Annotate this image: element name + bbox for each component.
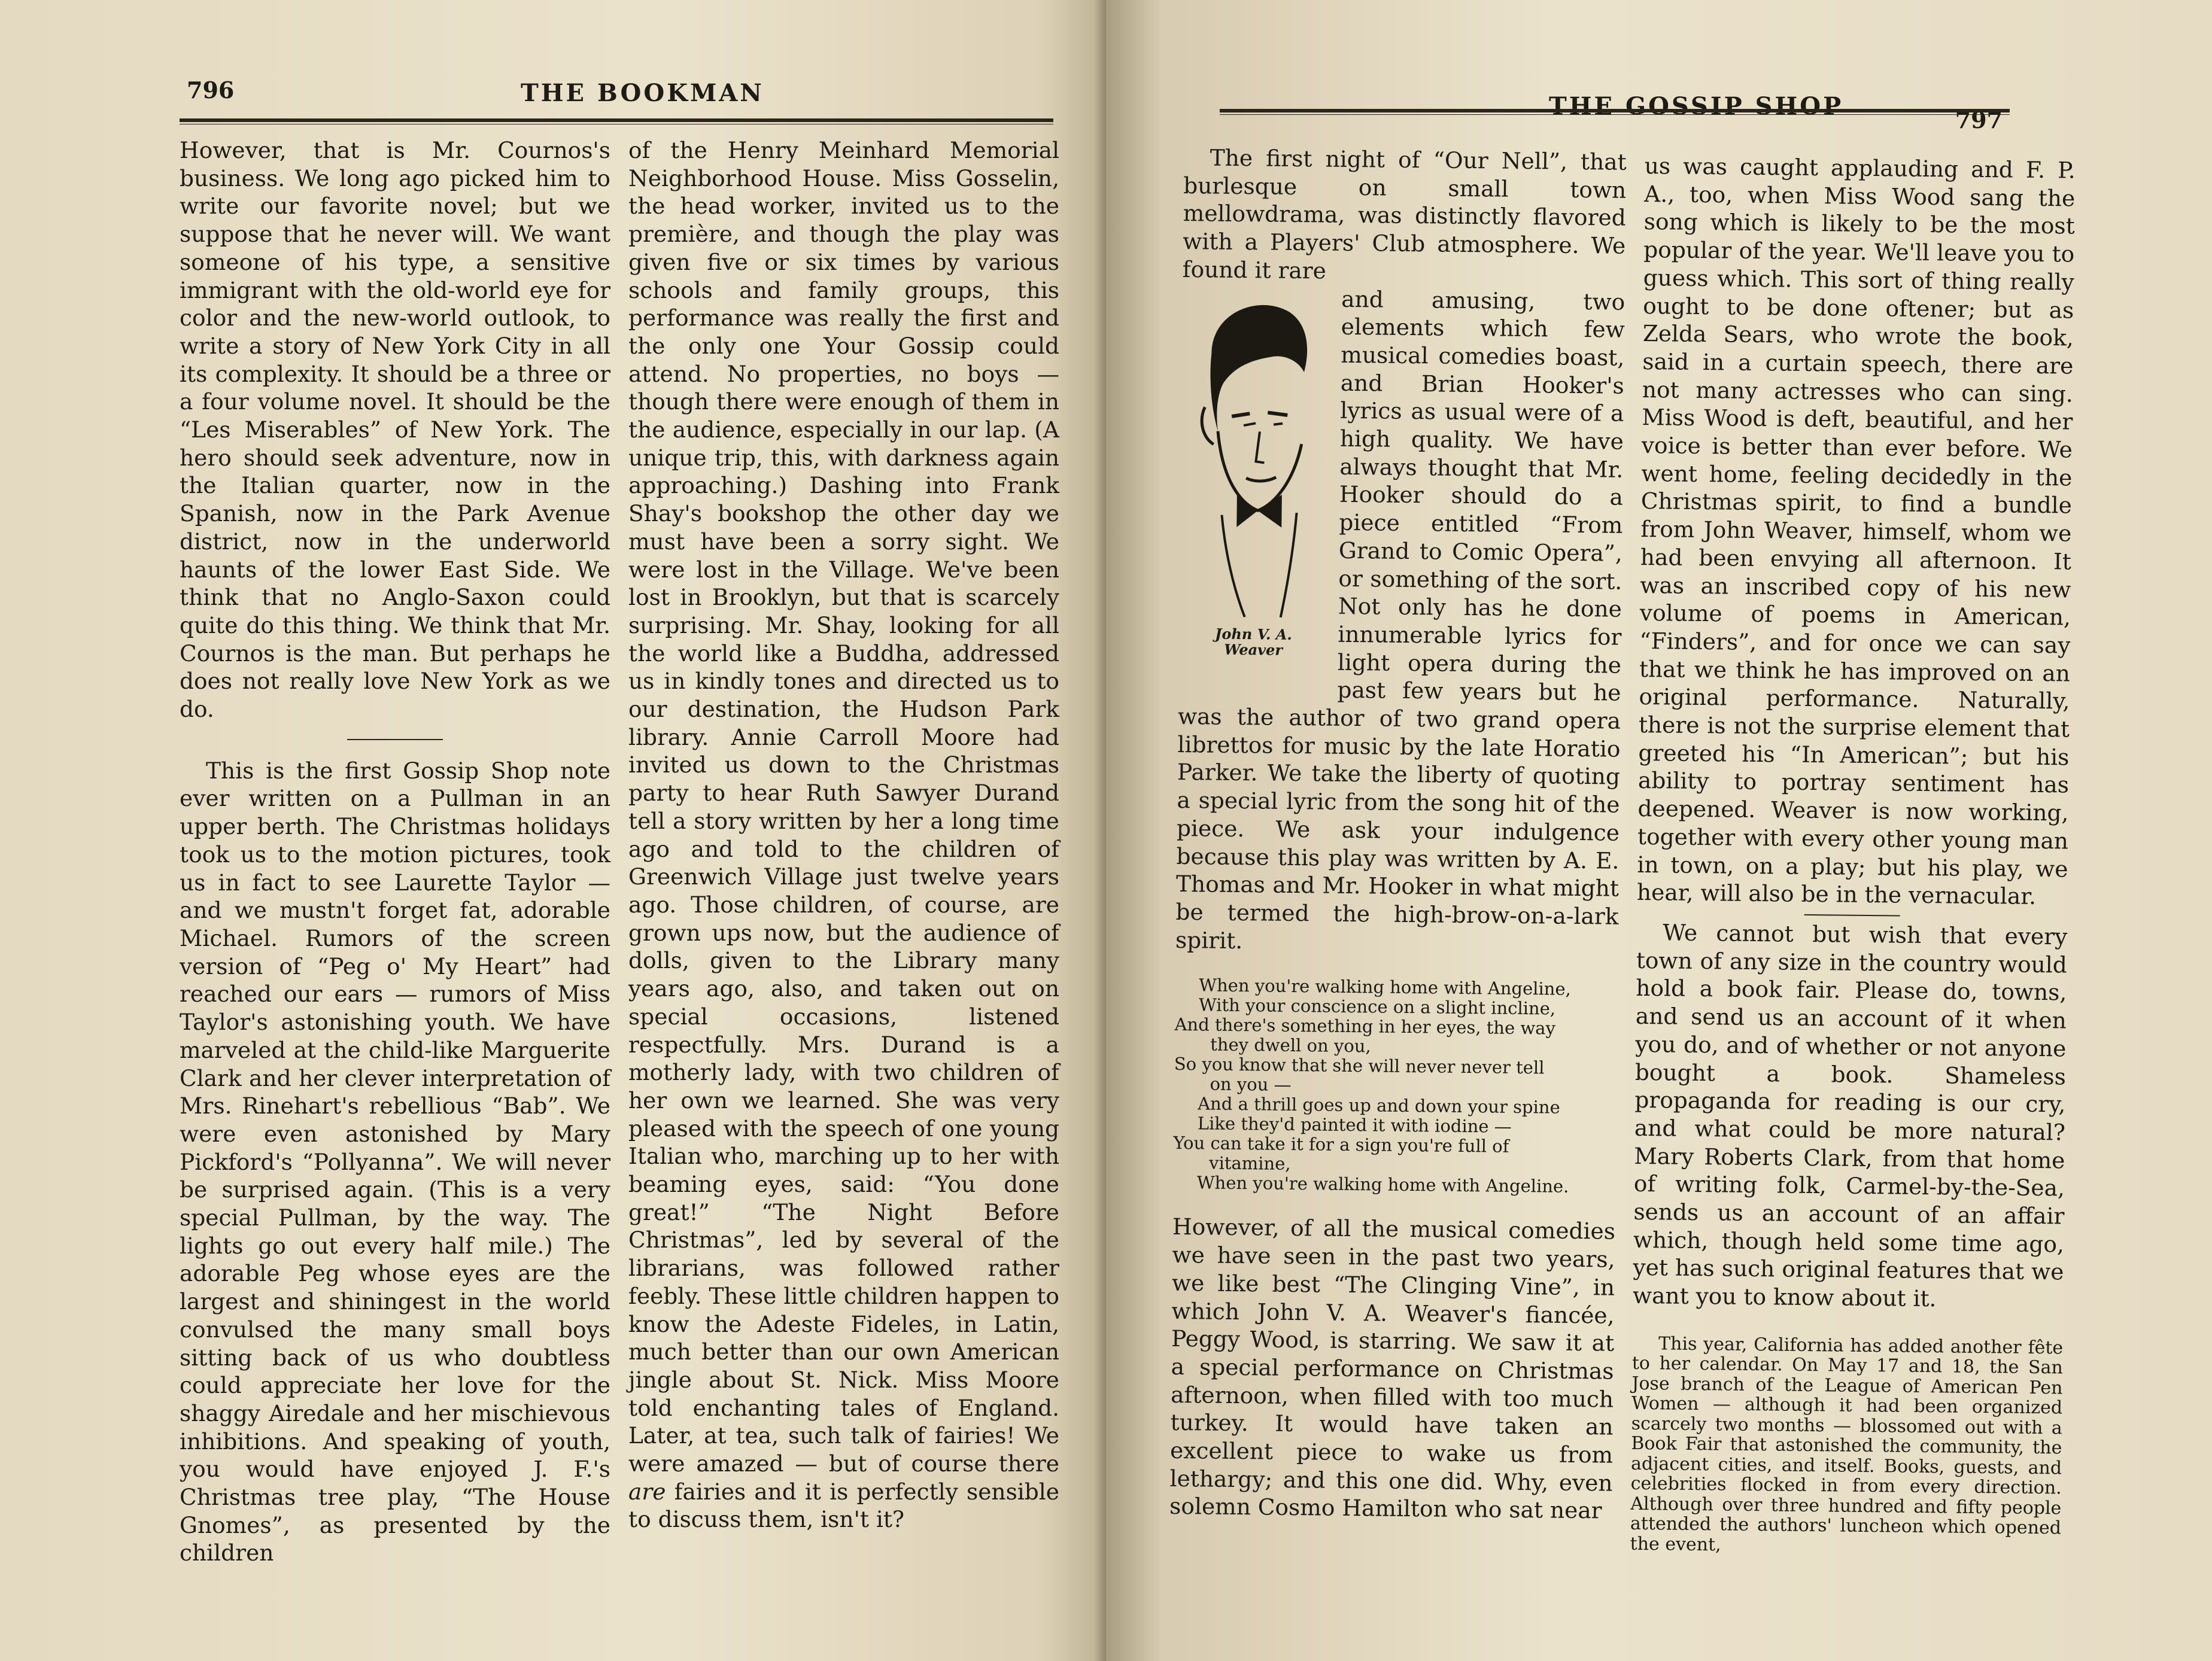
- lyric-line: on you —: [1210, 1073, 1292, 1096]
- lyric-line: vitamine,: [1208, 1152, 1291, 1175]
- running-head: THE GOSSIP SHOP: [1549, 92, 1844, 120]
- caption-line: John V. A.: [1214, 625, 1292, 643]
- paragraph: However, of all the musical comedies we have seen in the past two years, we like best “The Clinging Vine”, in which John V. A. Weaver's fiancée, Peggy Wood, is starring. We saw it at a special performance on Christmas afternoon, when filled with too much turkey. It would have taken an excellent piece to wake us from lethargy; and this one did. Why, even solemn Cosmo Hamilton who sat near: [1169, 1213, 1616, 1524]
- paragraph-text: fairies and it is perfectly sensible to discuss them, isn't it?: [628, 1478, 1059, 1533]
- header-rule: [1220, 109, 2010, 115]
- running-head: THE BOOKMAN: [521, 79, 764, 107]
- right-column-1: [1169, 144, 1627, 1525]
- quoted-paragraph: This year, California has added another fête to her calendar. On May 17 and 18, the San Jose branch of the League of American Pen Women — although it had been organized scarcely two months — blossomed out with a Book Fair that astonished the community, the adjacent cities, and itself. Books, guests, and celebrities flocked in from every direction. Although over three hundred and fifty people attended the authors' luncheon which opened the event,: [1630, 1333, 2064, 1556]
- lyric-line: When you're walking home with Angeline,: [1199, 975, 1572, 1000]
- paragraph-text: of the Henry Meinhard Memorial Neighborhood House. Miss Gosselin, the head worker, invited us to the première, and though the play was given five or six times by various schools and family groups, this performance was really the first and the only one Your Gossip could attend. No properties, no boys — though there were enough of them in the audience, especially in our lap. (A unique trip, this, with darkness again approaching.) Dashing into Frank Shay's bookshop the other day we must have been a sorry sight. We were lost in the Village. We've been lost in Brooklyn, but that is scarcely surprising. Mr. Shay, looking for all the world like a Buddha, addressed us in kindly tones and directed us to our destination, the Hudson Park library. Annie Carroll Moore had invited us down to the Christmas party to hear Ruth Sawyer Durand tell a story written by her a long time ago and told to the children of Greenwich Village just twelve years ago. Those children, of course, are grown ups now, but the audience of dolls, given to the Library many years ago, also, and taken out on special occasions, listened respectfully. Mrs. Durand is a motherly lady, with two children of her own we learned. She was very pleased with the speech of one young Italian who, marching up to her with beaming eyes, said: “You done great!” “The Night Before Christmas”, led by several of the librarians, was followed rather feebly. These little children happen to know the Adeste Fideles, in Latin, much better than our own American jingle about St. Nick. Miss Moore told enchanting tales of England. Later, at tea, such talk of fairies! We were amazed — but of course there: [628, 137, 1059, 1477]
- right-page-header: [1220, 71, 2010, 133]
- paragraph: us was caught applauding and F. P. A., too, when Miss Wood sang the song which is likely to be the most popular of the year. We'll leave you to guess which. This sort of thing really ought to be done oftener; but as Zelda Sears, who wrote the book, said in a curtain speech, there are not many actresses who can sing. Miss Wood is deft, beautiful, and her voice is better than ever before. We went home, feeling decidedly in the Christmas spirit, to find a bundle from John Weaver, himself, whom we had been envying all afternoon. It was an inscribed copy of his new volume of poems in American, “Finders”, and for once we can say that we think he has improved on an original performance. Naturally, there is not the surprise element that greeted his “In American”; but his ability to portray sentiment has deepened. Weaver is now working, together with every other young man in town, on a play; but his play, we hear, will also be in the vernacular.: [1636, 152, 2076, 910]
- lyric-line: they dwell on you,: [1210, 1034, 1371, 1057]
- lyric-line: And there's something in her eyes, the way: [1174, 1014, 1556, 1039]
- paragraph: We cannot but wish that every town of any size in the country would hold a book fair. Please do, towns, and send us an account of it when you do, and of whether or not anyone bought a book. Shameless propaganda for reading is our cry, and what could be more natural? Mary Roberts Clark, from that home of writing folk, Carmel-by-the-Sea, sends us an account of an affair which, though held some time ago, yet has such original features that we want you to know about it.: [1632, 919, 2068, 1312]
- section-divider: [347, 739, 443, 740]
- paragraph: [628, 136, 1059, 1534]
- portrait-illustration: [1178, 287, 1332, 684]
- portrait-caption: [1178, 625, 1329, 658]
- lyric-line: And a thrill goes up and down your spine: [1198, 1093, 1560, 1118]
- emphasis-text: are: [628, 1478, 666, 1505]
- paragraph: The first night of “Our Nell”, that burlesque on small town mellowdrama, was distinctly flavored with a Players' Club atmosphere. We found it rare: [1182, 144, 1627, 284]
- section-divider: [1804, 914, 1900, 917]
- page-number: 796: [187, 77, 235, 104]
- lyric-line: You can take it for a sign you're full of: [1173, 1133, 1509, 1157]
- left-page-header: [180, 71, 1053, 118]
- right-column-2: [1630, 152, 2075, 1559]
- paragraph: and amusing, two elements which few musical comedies boast, and Brian Hooker's lyrics as usual were of a high quality. We have always thought that Mr. Hooker should do a piece entitled “From Grand to Comic Opera”, or something of the sort. Not only has he done innumerable lyrics for light opera during the past few years but he was the author of two grand opera librettos for music by the late Horatio Parker. We take the liberty of quoting a special lyric from the song hit of the piece. We ask your indulgence because this play was written by A. E. Thomas and Mr. Hooker in what might be termed the high-brow-on-a-lark spirit.: [1175, 285, 1625, 954]
- paragraph: This is the first Gossip Shop note ever written on a Pullman in an upper berth. The Christmas holidays took us to the motion pictures, took us in fact to see Laurette Taylor — and we mustn't forget fat, adorable Michael. Rumors of the screen version of “Peg o' My Heart” had reached our ears — rumors of Miss Taylor's astonishing youth. We have marveled at the child-like Marguerite Clark and her clever interpretation of Mrs. Rinehart's rebellious “Bab”. We were even astonished by Mary Pickford's “Pollyanna”. We will never be surprised again. (This is a very special Pullman, by the way. The lights go out every half mile.) The adorable Peg whose eyes are the largest and shiningest in the world convulsed the many small boys sitting back of us who doubtless could appreciate her love for the shaggy Airedale and her mischievous inhibitions. And speaking of youth, you would have enjoyed J. F.'s Christmas tree play, “The House Gnomes”, as presented by the children: [180, 757, 610, 1566]
- paragraph: However, that is Mr. Cournos's business. We long ago picked him to write our favorite novel; but we suppose that he never will. We want someone of his type, a sensitive immigrant with the old-world eye for color and the new-world outlook, to write a story of New York City in all its complexity. It should be a three or a four volume novel. It should be the “Les Miserables” of New York. The hero should seek adventure, now in the Italian quarter, now in the Spanish, now in the Park Avenue district, now in the underworld haunts of the lower East Side. We think that no Anglo-Saxon could quite do this thing. We think that Mr. Cournos is the man. But perhaps he does not really love New York as we do.: [180, 137, 610, 723]
- lyric-line: So you know that she will never never tell: [1174, 1054, 1545, 1078]
- page-number: 797: [1955, 107, 2003, 133]
- caption-line: Weaver: [1224, 640, 1283, 659]
- right-page: [1106, 0, 2212, 1661]
- quoted-lyric: [1173, 975, 1618, 1197]
- lyric-line: When you're walking home with Angeline.: [1196, 1172, 1569, 1197]
- caricature-drawing: [1185, 287, 1326, 623]
- left-column-1: [180, 136, 610, 1567]
- header-rule: [180, 118, 1053, 124]
- lyric-line: With your conscience on a slight incline,: [1198, 994, 1556, 1019]
- lyric-line: Like they'd painted it with iodine —: [1197, 1113, 1512, 1137]
- left-column-2: [628, 136, 1059, 1534]
